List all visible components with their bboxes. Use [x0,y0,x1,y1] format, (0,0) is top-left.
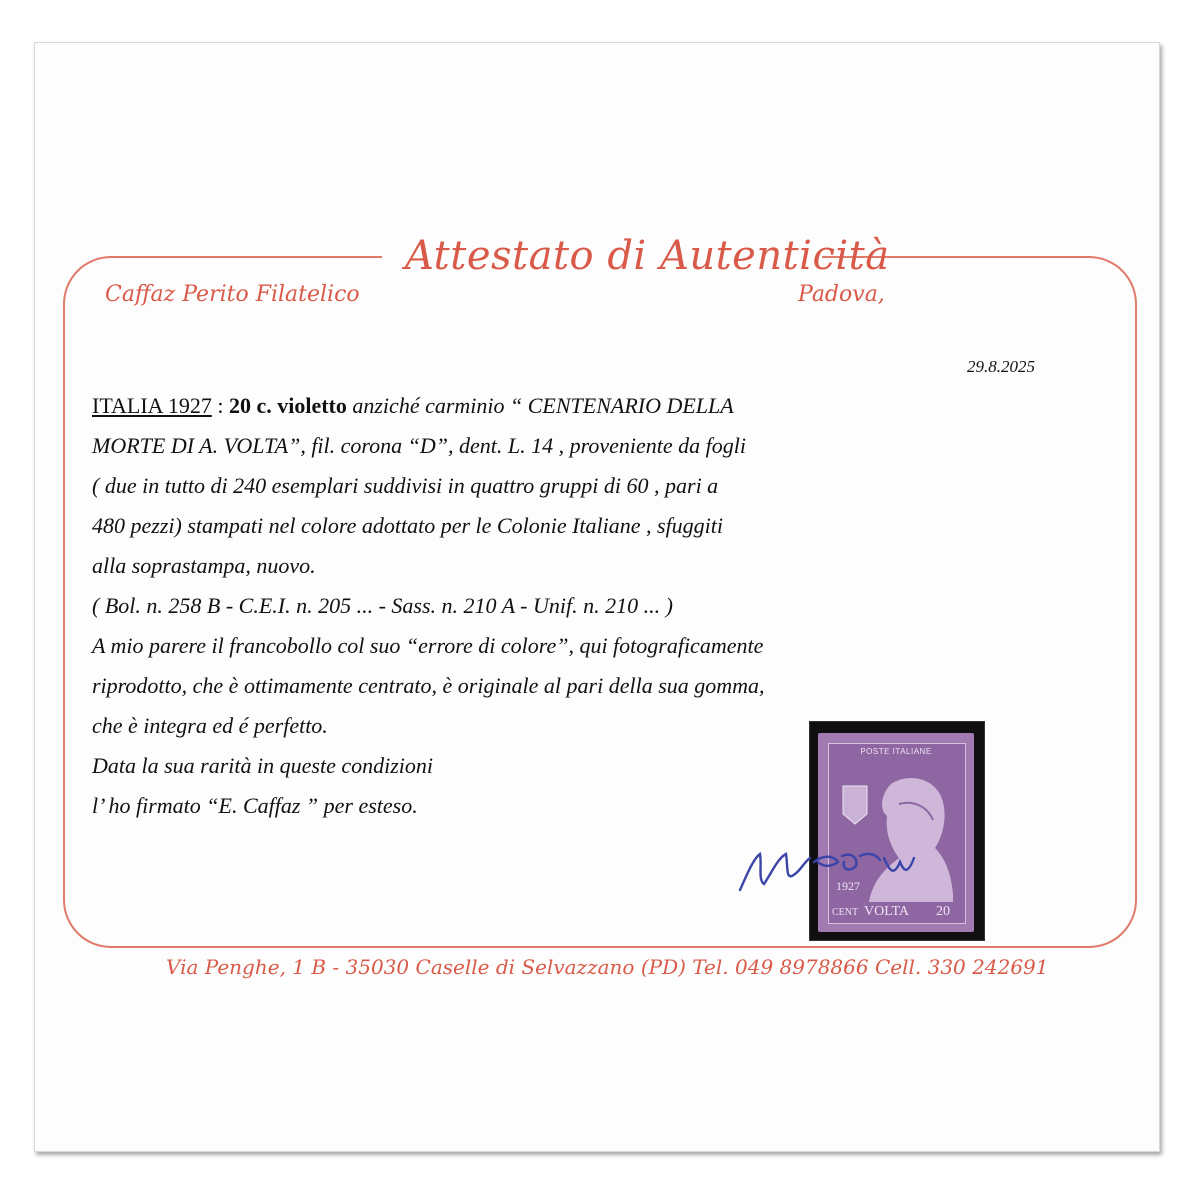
line-2: MORTE DI A. VOLTA”, fil. corona “D”, dent. L. 14 , proveniente da fogli [92,433,747,458]
certificate-title: Attestato di Autenticità [405,233,890,279]
line-4: 480 pezzi) stampati nel colore adottato per le Colonie Italiane , sfuggiti [92,513,724,538]
line-1 [92,386,734,426]
separator: : [211,393,229,418]
line-7: A mio parere il francobollo col suo “errore di colore”, qui fotograficamente [92,633,764,658]
line-1-rest: anziché carminio “ CENTENARIO DELLA [346,393,734,418]
stamp-value: 20 [936,904,950,919]
line-11: l’ ho firmato “E. Caffaz ” per esteso. [92,793,418,818]
line-5: alla soprastampa, nuovo. [92,553,316,578]
line-3: ( due in tutto di 240 esemplari suddivisi in quattro gruppi di 60 , pari a [92,473,719,498]
line-9: che è integra ed é perfetto. [92,713,328,738]
date: 29.8.2025 [967,357,1035,376]
city: Padova, [798,282,885,307]
signature-icon [734,832,934,902]
stamp-top-text: POSTE ITALIANE [860,747,932,756]
stamp-year: 1927 [836,879,860,893]
stamp-cent: CENT [832,907,859,918]
line-10: Data la sua rarità in queste condizioni [92,753,433,778]
stamp-description: 20 c. violetto [228,393,347,418]
country-year: ITALIA 1927 [92,393,212,418]
expert-name: Caffaz Perito Filatelico [105,282,360,307]
footer-address: Via Penghe, 1 B - 35030 Caselle di Selvazzano (PD) Tel. 049 8978866 Cell. 330 242691 [166,955,1049,979]
stamp-photo [810,722,984,940]
stamp-name: VOLTA [864,904,910,919]
line-6: ( Bol. n. 258 B - C.E.I. n. 205 ... - Sass. n. 210 A - Unif. n. 210 ... ) [92,593,673,618]
line-8: riprodotto, che è ottimamente centrato, è originale al pari della sua gomma, [92,673,765,698]
